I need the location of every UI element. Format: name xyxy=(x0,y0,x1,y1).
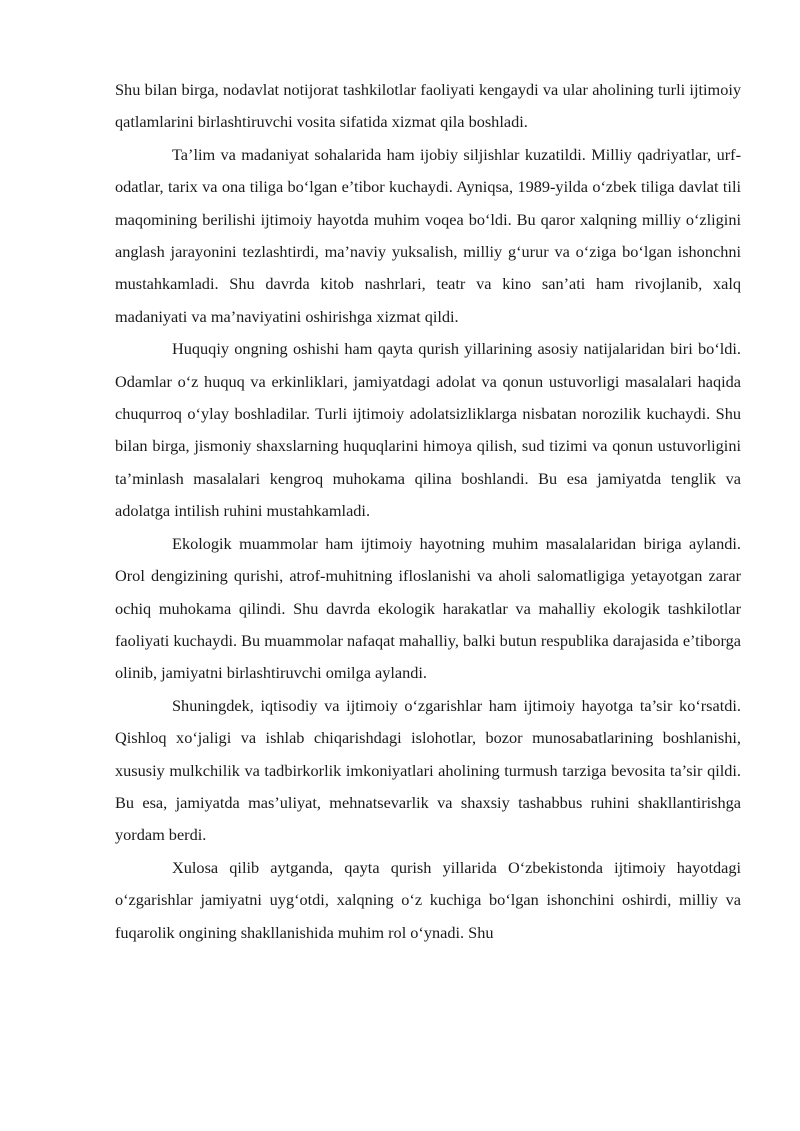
paragraph-economic-social: Shuningdek, iqtisodiy va ijtimoiy o‘zgarishlar ham ijtimoiy hayotga ta’sir ko‘rsatdi. Qishloq xo‘jaligi va ishlab chiqarishdagi islohotlar, bozor munosabatlarining boshlanishi, xususiy mulkchilik va tadbirkorlik imkoniyatlari aholining turmush tarziga bevosita ta’sir qildi. Bu esa, jamiyatda mas’uliyat, mehnatsevarlik va shaxsiy tashabbus ruhini shakllantirishga yordam berdi. xyxy=(115,695,741,845)
document-page xyxy=(115,74,741,949)
paragraph-conclusion: Xulosa qilib aytganda, qayta qurish yillarida O‘zbekistonda ijtimoiy hayotdagi o‘zgarishlar jamiyatni uyg‘otdi, xalqning o‘z kuchiga bo‘lgan ishonchini oshirdi, milliy va fuqarolik ongining shakllanishida muhim rol o‘ynadi. Shu xyxy=(115,857,741,942)
paragraph-ecology: Ekologik muammolar ham ijtimoiy hayotning muhim masalalaridan biriga aylandi. Orol dengizining qurishi, atrof-muhitning ifloslanishi va aholi salomatligiga yetayotgan zarar ochiq muhokama qilindi. Shu davrda ekologik harakatlar va mahalliy ekologik tashkilotlar faoliyati kuchaydi. Bu muammolar nafaqat mahalliy, balki butun respublika darajasida e’tiborga olinib, jamiyatni birlashtiruvchi omilga aylandi. xyxy=(115,533,741,683)
paragraph-legal-awareness: Huquqiy ongning oshishi ham qayta qurish yillarining asosiy natijalaridan biri bo‘ldi. Odamlar o‘z huquq va erkinliklari, jamiyatdagi adolat va qonun ustuvorligi masalalari haqida chuqurroq o‘ylay boshladilar. Turli ijtimoiy adolatsizliklarga nisbatan norozilik kuchaydi. Shu bilan birga, jismoniy shaxslarning huquqlarini himoya qilish, sud tizimi va qonun ustuvorligini ta’minlash masalalari kengroq muhokama qilina boshlandi. Bu esa jamiyatda tenglik va adolatga intilish ruhini mustahkamladi. xyxy=(115,339,741,521)
paragraph-continued: Shu bilan birga, nodavlat notijorat tashkilotlar faoliyati kengaydi va ular aholining turli ijtimoiy qatlamlarini birlashtiruvchi vosita sifatida xizmat qila boshladi. xyxy=(115,80,741,132)
paragraph-education-culture: Ta’lim va madaniyat sohalarida ham ijobiy siljishlar kuzatildi. Milliy qadriyatlar, urf-odatlar, tarix va ona tiliga bo‘lgan e’tibor kuchaydi. Ayniqsa, 1989-yilda o‘zbek tiliga davlat tili maqomining berilishi ijtimoiy hayotda muhim voqea bo‘ldi. Bu qaror xalqning milliy o‘zligini anglash jarayonini tezlashtirdi, ma’naviy yuksalish, milliy g‘urur va o‘ziga bo‘lgan ishonchni mustahkamladi. Shu davrda kitob nashrlari, teatr va kino san’ati ham rivojlanib, xalq madaniyati va ma’naviyatini oshirishga xizmat qildi. xyxy=(115,144,741,326)
